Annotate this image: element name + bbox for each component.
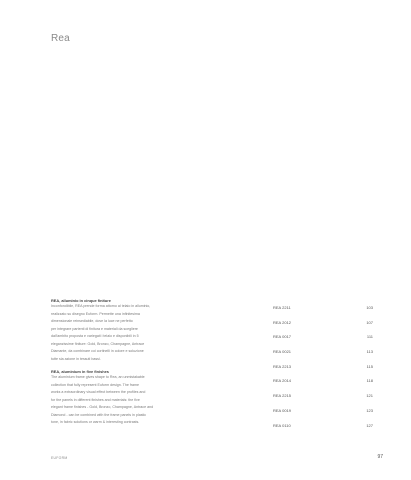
text-line: for the panels in different finishes and materials: the five	[51, 397, 140, 402]
paragraph-it	[51, 303, 241, 363]
page-ref: 113	[366, 349, 373, 355]
page-ref: 123	[366, 407, 373, 413]
index-row	[273, 408, 373, 423]
text-line: collection that fully represent Euform design. The frame	[51, 382, 140, 387]
page-ref: 111	[366, 334, 373, 340]
text-line: dall'ambito proposta e variegati i telaio e disponibili in 5	[51, 334, 139, 338]
text-line: Diamond - can be combined with the frame panels in plastic	[51, 412, 147, 417]
page-ref: 103	[366, 305, 373, 310]
product-code-index	[273, 305, 373, 437]
index-row	[273, 320, 373, 335]
page-number: 97	[377, 454, 383, 460]
text-line: Inconfondibile, REA prende forma attorno al telaio in alluminio,	[51, 304, 151, 308]
page-ref: 118	[366, 378, 373, 384]
text-line: realizzato su disegno Euform. Permette una infinitesima	[51, 311, 140, 316]
page-ref: 121	[366, 393, 373, 399]
product-code: REA 2014	[273, 378, 292, 384]
product-code: REA 2213	[273, 363, 292, 369]
page-ref: 107	[366, 319, 373, 325]
text-line: The aluminium frame gives shape to Rea, an unmistakable	[51, 375, 145, 379]
text-line: tone, in fabric solutions or warm & interesting contrasts.	[51, 420, 140, 424]
index-row	[273, 305, 373, 320]
text-line: tutte sia azione in tessuti bassi.	[51, 356, 101, 361]
page-ref: 127	[366, 422, 373, 428]
product-code: REA 0110	[273, 422, 291, 428]
product-code: REA 0019	[273, 407, 292, 413]
section-heading-it: REA, alluminio in cinque finiture	[51, 298, 111, 303]
index-row	[273, 393, 373, 408]
text-line: dimensionale reinsediabile, dove la luce ne perfetto	[51, 319, 133, 323]
footer-brand: EUFORM	[51, 456, 68, 460]
product-code: REA 0021	[273, 349, 292, 355]
text-line: per integrare partenti di finitura e materiali da scegliere	[51, 326, 138, 331]
index-row	[273, 364, 373, 379]
product-code: REA 2211	[273, 305, 291, 310]
text-line: Diamante, da combinare coi cortinelli in colore e soluzione	[51, 349, 144, 353]
product-code: REA 2012	[273, 319, 292, 325]
index-row	[273, 423, 373, 438]
product-code: REA 2215	[273, 393, 292, 399]
text-line: eleganzissime finiture: Gold, Bronzo, Champagne, Antrace	[51, 341, 145, 346]
index-row	[273, 334, 373, 349]
page-title: Rea	[51, 33, 70, 44]
description-column	[51, 298, 241, 427]
product-code: REA 0017	[273, 334, 292, 340]
page-ref: 115	[366, 363, 373, 369]
index-row	[273, 378, 373, 393]
text-line: works a extraordinary visual effect between the profiles and	[51, 390, 146, 394]
index-row	[273, 349, 373, 364]
paragraph-en	[51, 374, 241, 427]
section-heading-en: REA, aluminium in five finishes	[51, 369, 109, 374]
text-line: elegant frame finishes - Gold, Bronzo, Champagne, Antrace and	[51, 405, 154, 409]
